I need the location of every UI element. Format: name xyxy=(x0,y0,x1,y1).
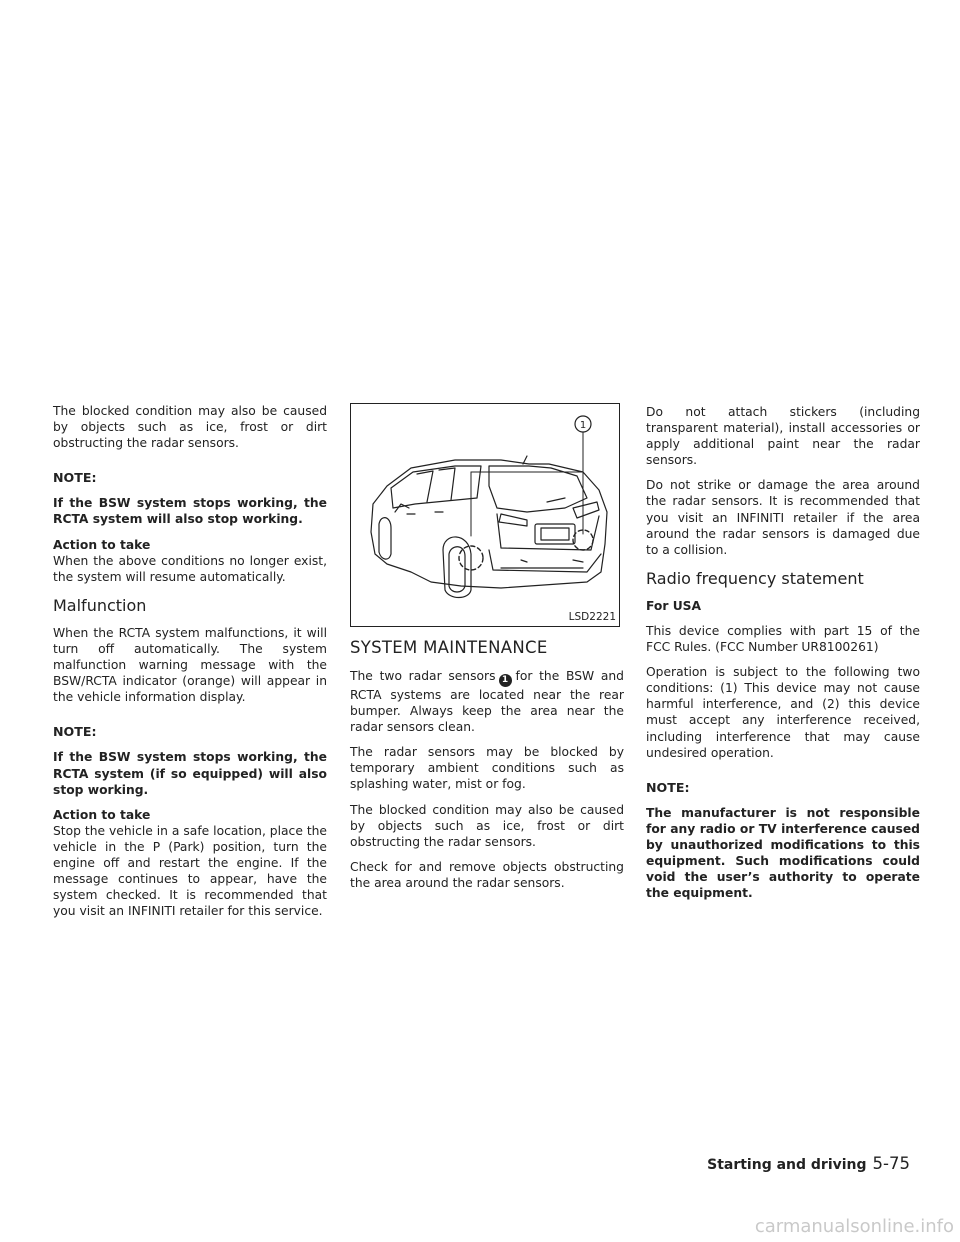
action-label: Action to take xyxy=(53,807,151,822)
paragraph: The radar sensors may be blocked by temporary ambient conditions such as splashing water, mist or fog. xyxy=(350,745,624,792)
note-label: NOTE: xyxy=(53,470,97,486)
callout-1-icon: 1 xyxy=(499,674,512,687)
column-middle xyxy=(350,403,624,891)
note-label: NOTE: xyxy=(53,724,97,740)
note-text: The manufacturer is not responsible for any radio or TV interference caused by unauthorized modifications to this equipment. Such modifications could void the user’s authority to operate the equipment. xyxy=(646,805,920,901)
figure-code: LSD2221 xyxy=(568,610,616,623)
paragraph: The blocked condition may also be caused by objects such as ice, frost or dirt obstructing the radar sensors. xyxy=(53,404,327,451)
heading-radio-frequency: Radio frequency statement xyxy=(646,568,864,588)
section-title: Starting and driving xyxy=(707,1157,867,1173)
note-text: If the BSW system stops working, the RCTA system will also stop working. xyxy=(53,496,327,527)
paragraph: The blocked condition may also be caused by objects such as ice, frost or dirt obstructing the radar sensors. xyxy=(350,802,624,849)
action-text: When the above conditions no longer exist, the system will resume automatically. xyxy=(53,553,327,584)
page-number: 5-75 xyxy=(872,1154,910,1173)
column-right xyxy=(646,404,920,901)
suv-rear-illustration xyxy=(351,404,619,626)
column-left xyxy=(53,403,327,919)
heading-malfunction: Malfunction xyxy=(53,595,147,615)
figure-callout: 1 xyxy=(579,420,587,431)
note-label: NOTE: xyxy=(646,779,690,795)
paragraph: Do not strike or damage the area around the radar sensors. It is recommended that you visit an INFINITI retailer if the area around the radar sensors is damaged due to a collision. xyxy=(646,478,920,557)
paragraph: Operation is subject to the following two conditions: (1) This device may not cause harmful interference, and (2) this device must accept any interference received, including interference that may cause undesired operation. xyxy=(646,665,920,760)
page-footer xyxy=(510,1154,910,1173)
paragraph: When the RCTA system malfunctions, it will turn off automatically. The system malfunction warning message with the BSW/RCTA indicator (orange) will appear in the vehicle information display. xyxy=(53,625,327,705)
heading-system-maintenance: SYSTEM MAINTENANCE xyxy=(350,638,548,657)
note-text: If the BSW system stops working, the RCTA system (if so equipped) will also stop working. xyxy=(53,750,327,797)
paragraph: Check for and remove objects obstructing the area around the radar sensors. xyxy=(350,859,624,890)
subheading-usa: For USA xyxy=(646,598,702,613)
watermark: carmanualsonline.info xyxy=(754,1216,954,1237)
action-label: Action to take xyxy=(53,537,151,552)
action-text: Stop the vehicle in a safe location, place the vehicle in the P (Park) position, turn the engine off and restart the engine. If the message continues to appear, have the system checked. It is recommended that you visit an INFINITI retailer for this service. xyxy=(53,823,327,919)
paragraph: Do not attach stickers (including transparent material), install accessories or apply additional paint near the radar sensors. xyxy=(646,405,920,468)
paragraph: The two radar sensors 1 for the BSW and RCTA systems are located near the rear bumper. Always keep the area near the radar sensors clean. xyxy=(350,669,624,735)
vehicle-radar-figure xyxy=(350,403,620,627)
paragraph: This device complies with part 15 of the FCC Rules. (FCC Number UR8100261) xyxy=(646,623,920,655)
